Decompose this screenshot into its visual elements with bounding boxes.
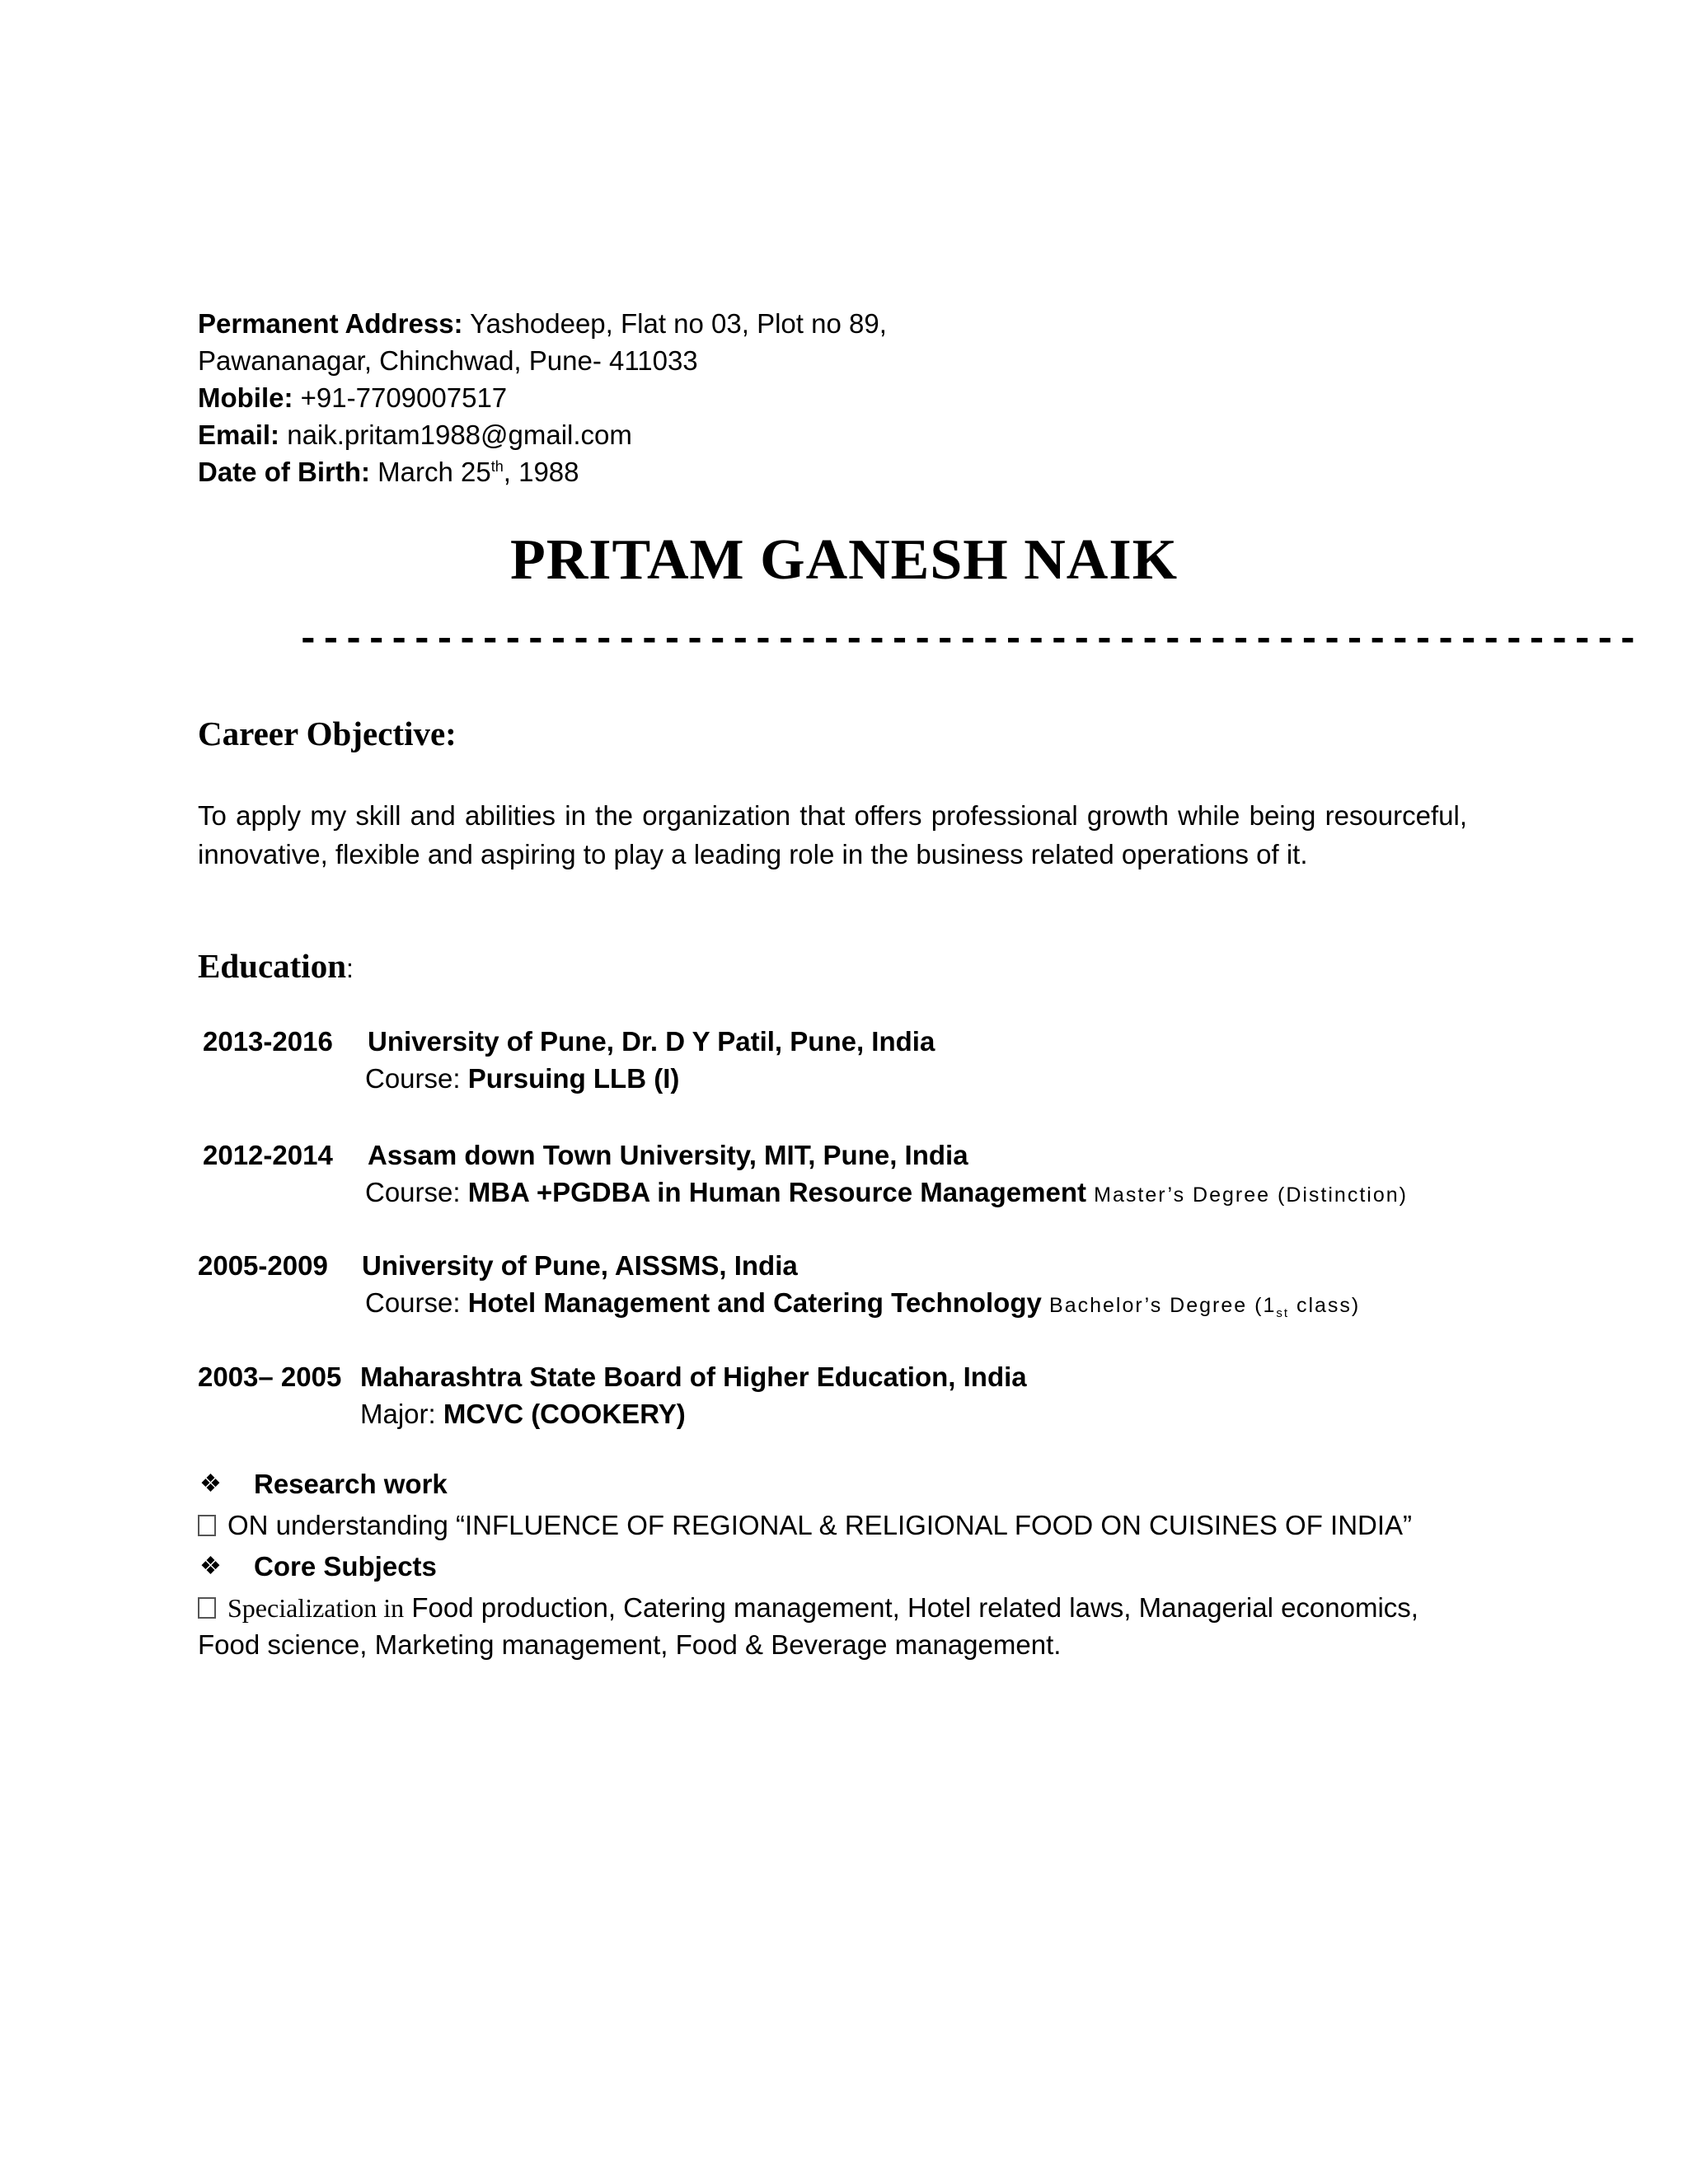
address-line2: Pawananagar, Chinchwad, Pune- 411033 bbox=[198, 345, 698, 376]
divider-line: ----------------------------------------------------------- bbox=[297, 619, 1639, 662]
edu-course-label-4: Major: bbox=[360, 1399, 443, 1429]
edu-course-name-2: MBA +PGDBA in Human Resource Management bbox=[467, 1177, 1086, 1207]
email-row bbox=[198, 416, 887, 453]
edu-course-2 bbox=[365, 1177, 1408, 1208]
edu-institution-2: Assam down Town University, MIT, Pune, India bbox=[368, 1140, 968, 1170]
dob-sup: th bbox=[490, 458, 504, 475]
mobile-label: Mobile: bbox=[198, 382, 293, 413]
checkbox-glyph-icon bbox=[198, 1515, 216, 1536]
email-address: naik.pritam1988@gmail.com bbox=[287, 419, 632, 450]
edu-note-3-prefix: Bachelor’s Degree (1 bbox=[1049, 1294, 1277, 1317]
edu-note-3-suffix: class) bbox=[1289, 1294, 1361, 1317]
edu-note-3-sub: st bbox=[1276, 1306, 1290, 1320]
edu-institution-1: University of Pune, Dr. D Y Patil, Pune, India bbox=[368, 1026, 935, 1057]
dob-suffix: , 1988 bbox=[503, 457, 579, 487]
career-objective-text: To apply my skill and abilities in the organization that offers professional growth while being resourceful, innovative, flexible and aspiring to play a leading role in the business related operations of it. bbox=[198, 800, 1467, 869]
edu-note-3 bbox=[1049, 1294, 1361, 1320]
edu-course-name-1: Pursuing LLB (I) bbox=[467, 1063, 680, 1094]
edu-years-3: 2005-2009 bbox=[198, 1250, 328, 1281]
checkbox-glyph-icon bbox=[198, 1597, 216, 1619]
mobile-row bbox=[198, 379, 887, 416]
research-line bbox=[198, 1510, 1412, 1541]
core-text-1: Food production, Catering management, Hotel related laws, Managerial economics, bbox=[404, 1592, 1418, 1623]
email-label: Email: bbox=[198, 419, 280, 450]
core-bullet-icon: ❖ bbox=[199, 1553, 222, 1580]
core-spec-word: Specialization in bbox=[227, 1593, 405, 1623]
core-title: Core Subjects bbox=[254, 1551, 437, 1582]
edu-course-label-1: Course: bbox=[365, 1063, 468, 1094]
edu-course-name-4: MCVC (COOKERY) bbox=[443, 1399, 686, 1429]
edu-course-name-3: Hotel Management and Catering Technology bbox=[467, 1287, 1042, 1318]
edu-course-label-2: Course: bbox=[365, 1177, 468, 1207]
research-bullet-icon: ❖ bbox=[199, 1470, 222, 1497]
edu-note-2: Master’s Degree (Distinction) bbox=[1094, 1183, 1408, 1207]
education-heading-label: Education bbox=[198, 947, 346, 985]
edu-years-4: 2003– 2005 bbox=[198, 1361, 342, 1392]
research-title: Research work bbox=[254, 1469, 448, 1499]
candidate-name: PRITAM GANESH NAIK bbox=[509, 528, 1179, 592]
edu-institution-3: University of Pune, AISSMS, India bbox=[362, 1250, 798, 1281]
edu-institution-4: Maharashtra State Board of Higher Education, India bbox=[360, 1361, 1027, 1392]
edu-course-3 bbox=[365, 1287, 1360, 1320]
research-text: ON understanding “INFLUENCE OF REGIONAL & RELIGIONAL FOOD ON CUISINES OF INDIA” bbox=[227, 1510, 1413, 1540]
contact-block bbox=[198, 305, 887, 490]
core-text-2: Food science, Marketing management, Food & Beverage management. bbox=[198, 1629, 1062, 1660]
dob-label: Date of Birth: bbox=[198, 457, 370, 487]
edu-years-2: 2012-2014 bbox=[203, 1140, 333, 1170]
education-heading-colon: : bbox=[346, 954, 354, 983]
address-row bbox=[198, 305, 887, 342]
edu-course-4 bbox=[360, 1399, 686, 1430]
edu-course-1 bbox=[365, 1063, 679, 1094]
address-label: Permanent Address: bbox=[198, 308, 463, 339]
edu-years-1: 2013-2016 bbox=[203, 1026, 333, 1057]
dob-row bbox=[198, 453, 887, 490]
career-heading: Career Objective: bbox=[198, 715, 457, 752]
core-line-1 bbox=[198, 1592, 1418, 1624]
education-heading bbox=[198, 946, 354, 986]
mobile-number: +91-7709007517 bbox=[300, 382, 508, 413]
edu-course-label-3: Course: bbox=[365, 1287, 468, 1318]
address-line1: Yashodeep, Flat no 03, Plot no 89, bbox=[470, 308, 887, 339]
dob-prefix: March 25 bbox=[377, 457, 491, 487]
